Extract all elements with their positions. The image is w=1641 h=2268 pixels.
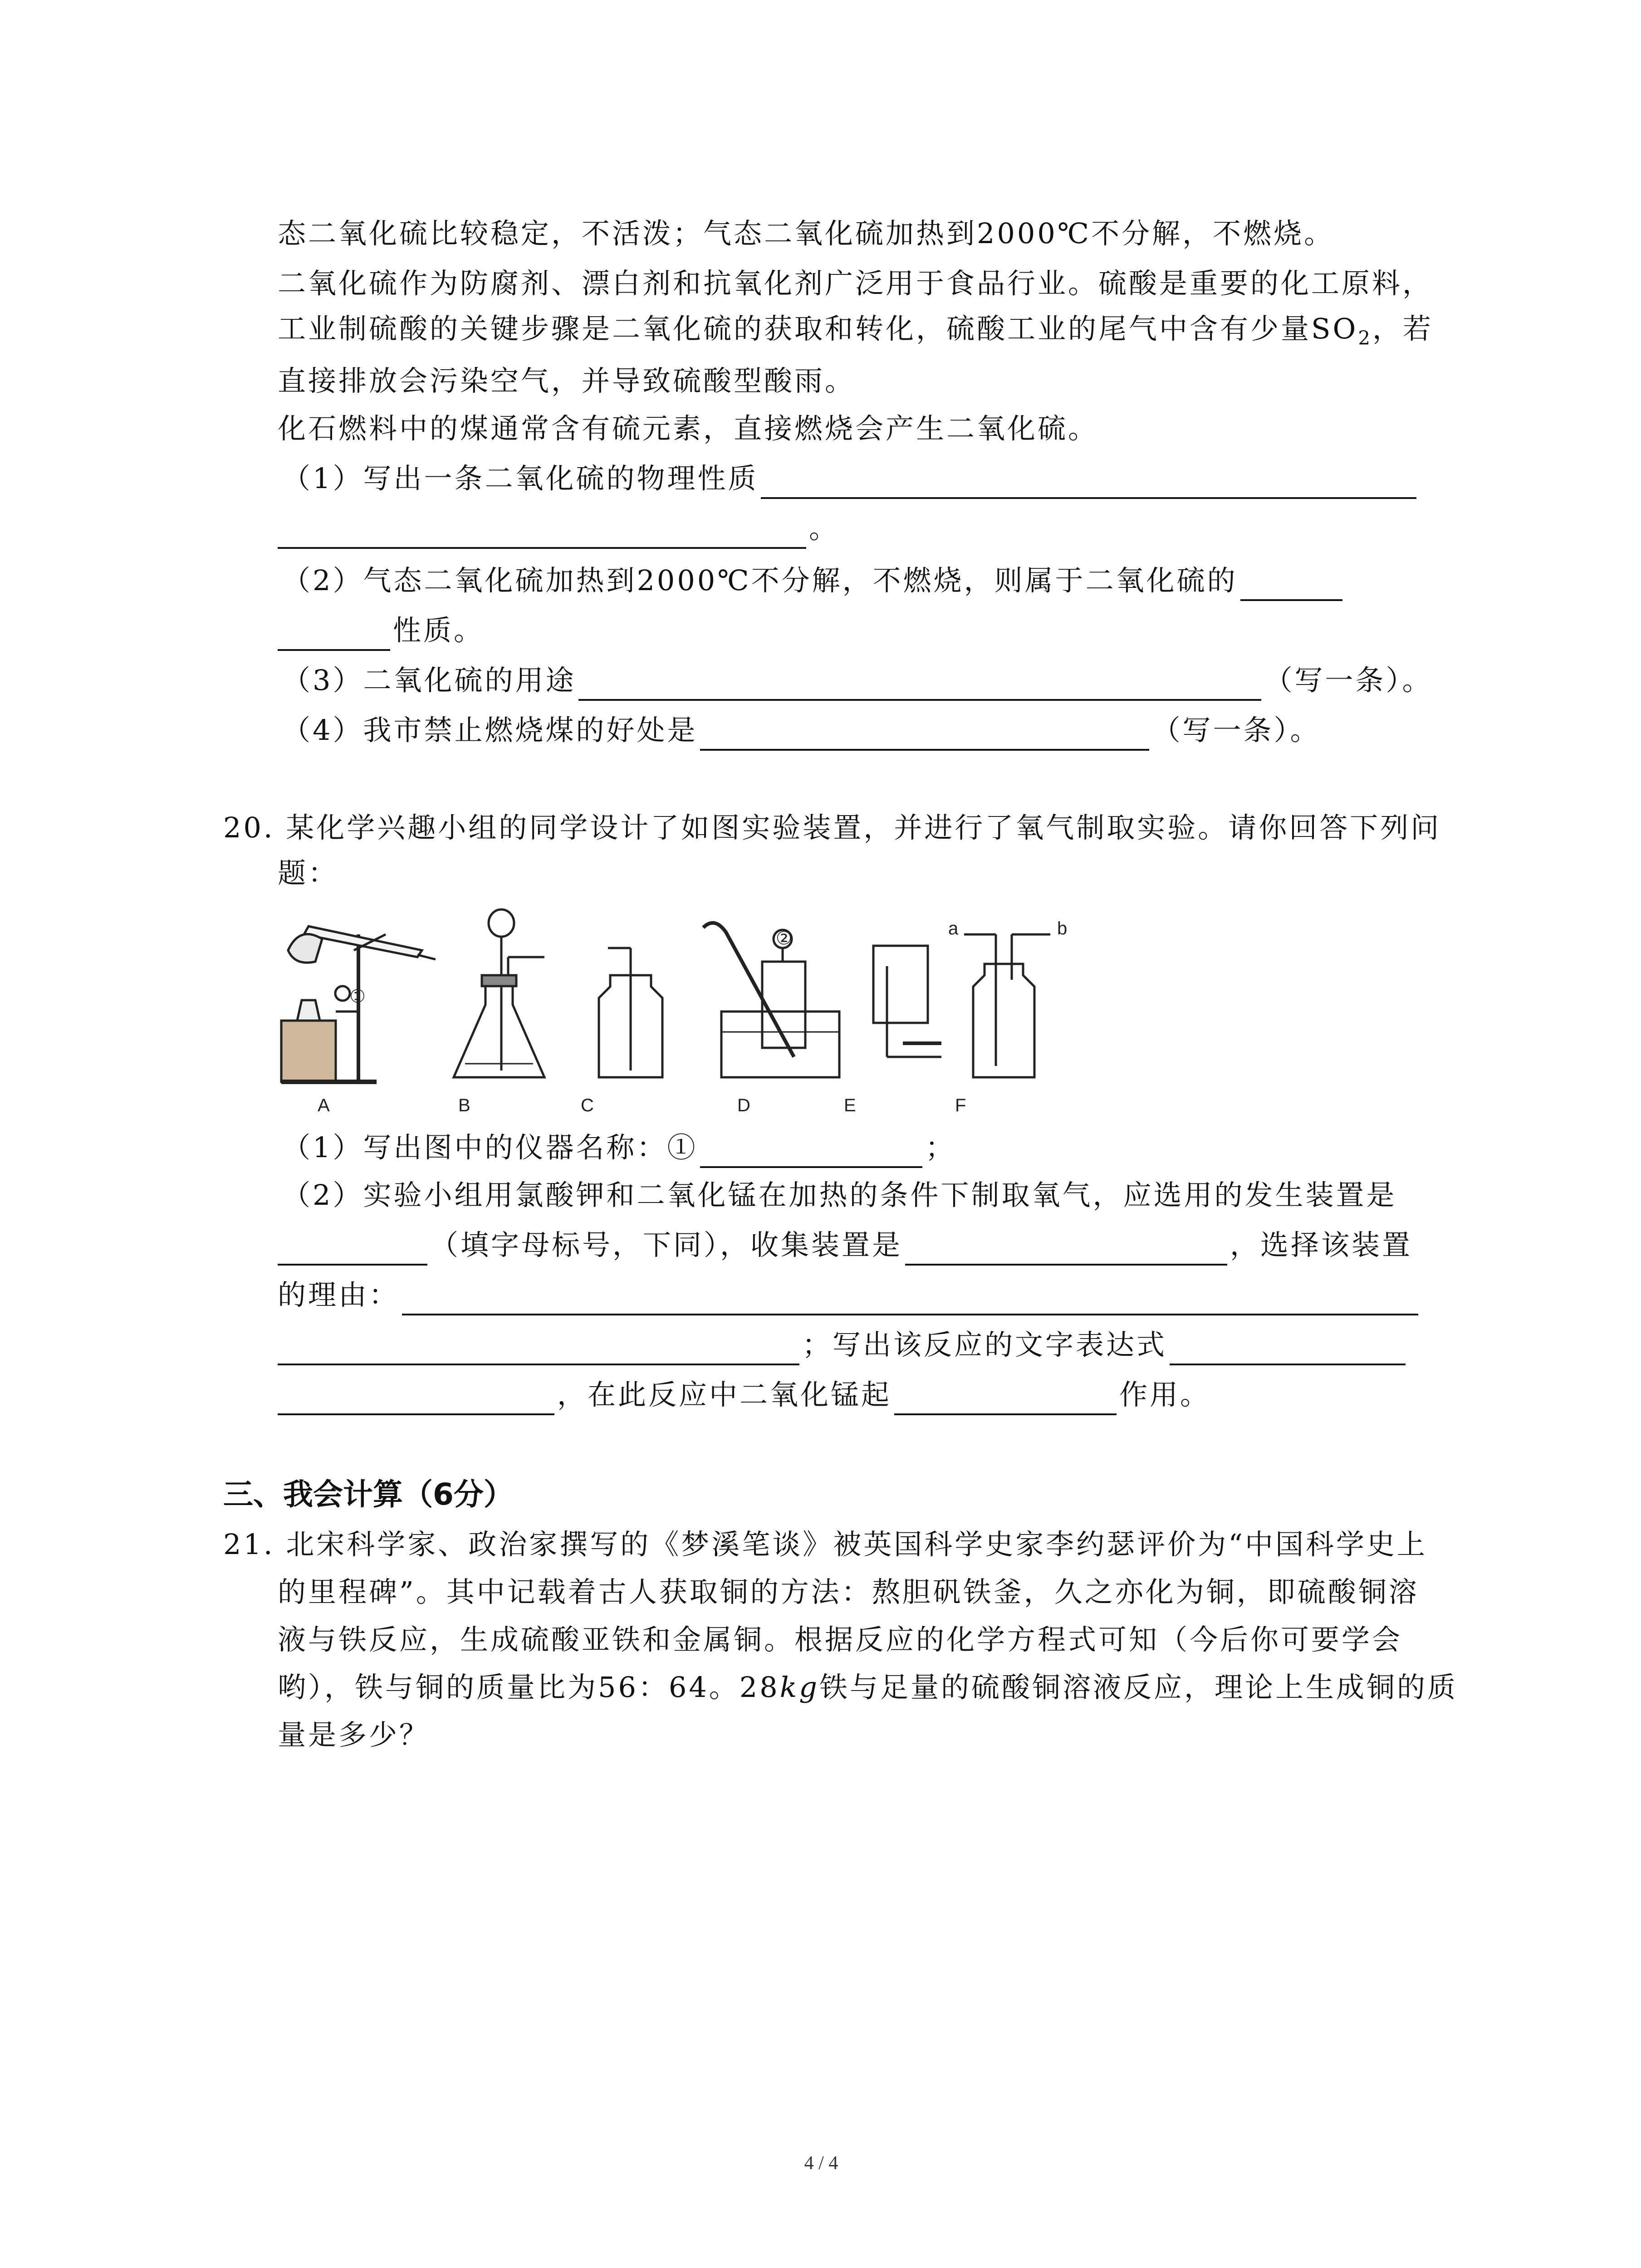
q19-part2: （2）气态二氧化硫加热到2000℃不分解，不燃烧，则属于二氧化硫的 <box>282 560 1345 601</box>
q19-part2-cont: 性质。 <box>278 610 484 651</box>
passage-line-2: 二氧化硫作为防腐剂、漂白剂和抗氧化剂广泛用于食品行业。硫酸是重要的化工原料， <box>278 267 1433 300</box>
label-d: D <box>737 1095 750 1115</box>
q21-line-2: 的里程碑”。其中记载着古人获取铜的方法：熬胆矾铁釜，久之亦化为铜，即硫酸铜溶 <box>278 1575 1419 1608</box>
q19-part3: （3）二氧化硫的用途 （写一条）。 <box>282 660 1432 701</box>
port-b-label: b <box>1057 919 1068 938</box>
q21-line-1: 21. 北宋科学家、政治家撰写的《梦溪笔谈》被英国科学史家李约瑟评价为“中国科学史上 <box>223 1528 1428 1561</box>
answer-blank[interactable] <box>1240 569 1342 601</box>
q20-part2-b: （填字母标号，下同），收集装置是 ，选择该装置 <box>278 1225 1412 1266</box>
q21-line-4: 哟），铁与铜的质量比为56：64。28kg铁与足量的硫酸铜溶液反应，理论上生成铜的质 <box>278 1671 1458 1704</box>
q19-part1: （1）写出一条二氧化硫的物理性质 <box>282 458 1419 499</box>
label-f: F <box>955 1095 966 1115</box>
answer-blank[interactable] <box>402 1284 1418 1315</box>
apparatus-c <box>599 948 662 1077</box>
passage-line-4: 直接排放会污染空气，并导致硫酸型酸雨。 <box>278 364 856 397</box>
q21-line-3: 液与铁反应，生成硫酸亚铁和金属铜。根据反应的化学方程式可知（今后你可要学会 <box>278 1623 1403 1656</box>
answer-blank[interactable] <box>700 1136 922 1168</box>
apparatus-figure <box>272 907 1080 1120</box>
q20-part2-e: ，在此反应中二氧化锰起 作用。 <box>278 1374 1210 1415</box>
answer-blank[interactable] <box>894 1383 1117 1415</box>
label-a: A <box>318 1095 330 1115</box>
answer-blank[interactable] <box>578 669 1261 701</box>
answer-blank[interactable] <box>278 619 390 651</box>
q20-part2-c: 的理由： <box>278 1275 1421 1315</box>
q20-part1: （1）写出图中的仪器名称：① ； <box>282 1127 955 1168</box>
q19-part1-cont: 。 <box>278 508 839 549</box>
label-e: E <box>844 1095 856 1115</box>
q20-part2-d: ；写出该反应的文字表达式 <box>278 1325 1408 1365</box>
q20-part2: （2）实验小组用氯酸钾和二氧化锰在加热的条件下制取氧气，应选用的发生装置是 <box>282 1178 1397 1212</box>
answer-blank[interactable] <box>278 1334 799 1365</box>
q21-line-5: 量是多少？ <box>278 1718 430 1751</box>
mark-1: ① <box>349 987 366 1007</box>
answer-blank[interactable] <box>905 1234 1227 1266</box>
section-heading: 三、我会计算（6分） <box>223 1477 514 1512</box>
q20-stem-cont: 题： <box>278 856 339 890</box>
apparatus-d <box>703 923 839 1077</box>
passage-line-5: 化石燃料中的煤通常含有硫元素，直接燃烧会产生二氧化硫。 <box>278 412 1099 445</box>
answer-blank[interactable] <box>761 467 1416 499</box>
page-number: 4 / 4 <box>804 2153 838 2174</box>
label-b: B <box>458 1095 470 1115</box>
passage-line-3: 工业制硫酸的关键步骤是二氧化硫的获取和转化，硫酸工业的尾气中含有少量$SO_2$，若 <box>278 312 1434 349</box>
mark-2: ② <box>776 929 792 948</box>
label-c: C <box>581 1095 594 1115</box>
q19-part4: （4）我市禁止燃烧煤的好处是 （写一条）。 <box>282 710 1320 751</box>
answer-blank[interactable] <box>278 1234 427 1266</box>
apparatus-f <box>964 934 1050 1077</box>
apparatus-e <box>873 946 941 1057</box>
port-a-label: a <box>948 919 959 938</box>
q20-stem: 20. 某化学兴趣小组的同学设计了如图实验装置，并进行了氧气制取实验。请你回答下列问 <box>223 811 1441 844</box>
answer-blank[interactable] <box>1170 1334 1406 1365</box>
apparatus-b <box>454 909 544 1077</box>
answer-blank[interactable] <box>700 719 1149 751</box>
answer-blank[interactable] <box>278 517 806 549</box>
passage-line-1: 态二氧化硫比较稳定，不活泼；气态二氧化硫加热到2000℃不分解，不燃烧。 <box>278 217 1335 250</box>
answer-blank[interactable] <box>278 1383 554 1415</box>
